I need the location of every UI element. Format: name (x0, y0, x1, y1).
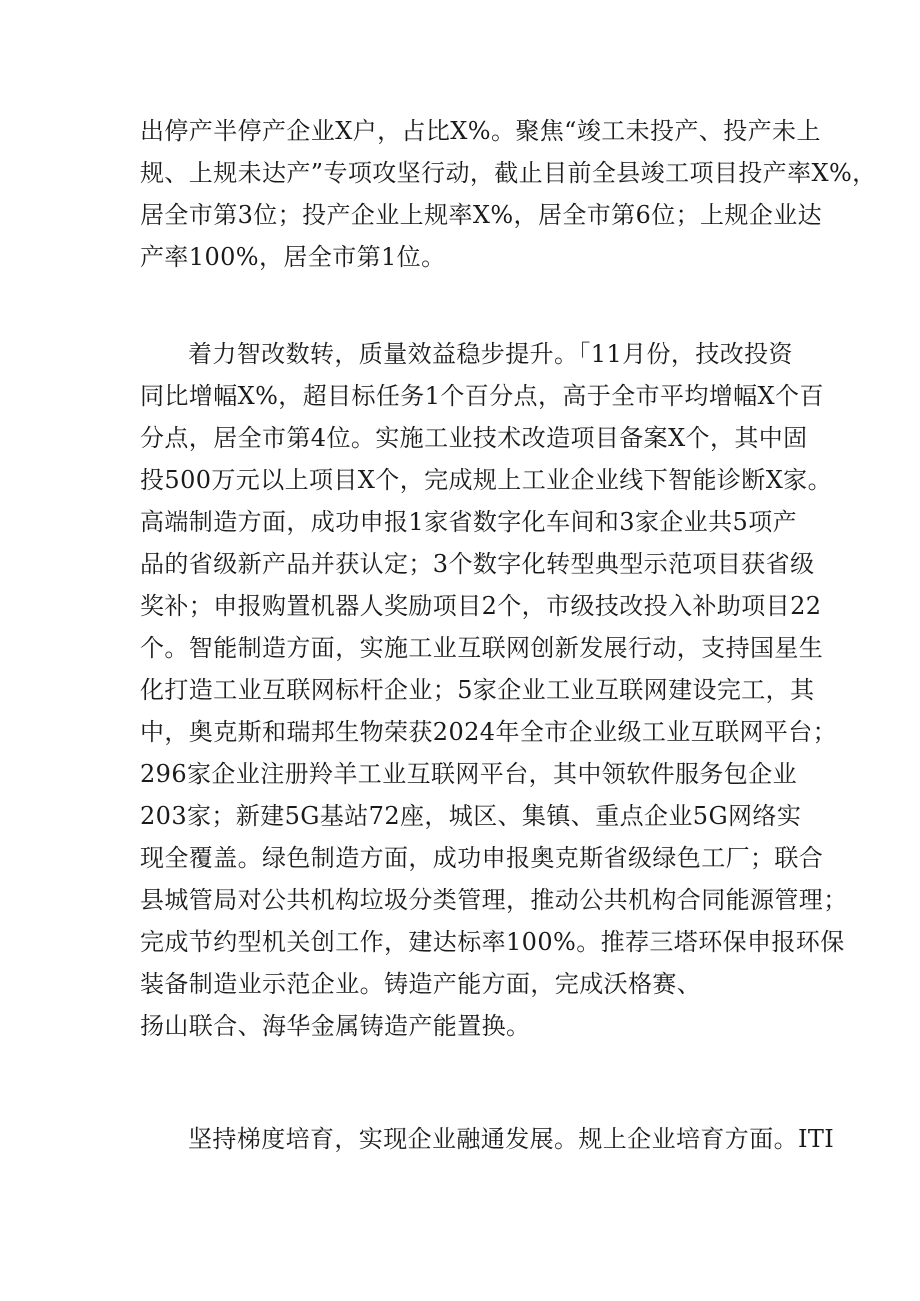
text-line: 296家企业注册羚羊工业互联网平台，其中领软件服务包企业 (140, 760, 798, 788)
text-line: 奖补；申报购置机器人奖励项目2个，市级技改投入补助项目22 (140, 592, 822, 620)
paragraph-1 (140, 110, 877, 278)
text-line: 完成节约型机关创工作，建达标率100%。推荐三塔环保申报环保 (140, 928, 845, 956)
text-line: 居全市第3位；投产企业上规率X%，居全市第6位；上规企业达 (140, 201, 823, 229)
text-line: 装备制造业示范企业。铸造产能方面，完成沃格赛、 (140, 970, 702, 998)
text-line: 着力智改数转，质量效益稳步提升。「11月份，技改投资 (188, 340, 793, 368)
text-line: 中，奥克斯和瑞邦生物荣获2024年全市企业级工业互联网平台； (140, 718, 838, 746)
text-line: 扬山联合、海华金属铸造产能置换。 (140, 1012, 531, 1040)
text-line: 坚持梯度培育，实现企业融通发展。规上企业培育方面。ITI (188, 1125, 835, 1153)
paragraph-3 (140, 1118, 835, 1160)
text-line: 同比增幅X%，超目标任务1个百分点，高于全市平均增幅X个百 (140, 382, 824, 410)
text-line: 规、上规未达产”专项攻坚行动，截止目前全县竣工项目投产率X%， (140, 159, 877, 187)
text-line: 出停产半停产企业X户，占比X%。聚焦“竣工未投产、投产未上 (140, 117, 821, 145)
text-line: 投500万元以上项目X个，完成规上工业企业线下智能诊断X家。 (140, 466, 832, 494)
text-line: 化打造工业互联网标杆企业；5家企业工业互联网建设完工，其 (140, 676, 815, 704)
paragraph-2 (140, 333, 848, 1047)
text-line: 县城管局对公共机构垃圾分类管理，推动公共机构合同能源管理； (140, 886, 848, 914)
text-line: 现全覆盖。绿色制造方面，成功申报奥克斯省级绿色工厂；联合 (140, 844, 824, 872)
text-line: 分点，居全市第4位。实施工业技术改造项目备案X个，其中固 (140, 424, 808, 452)
text-line: 203家；新建5G基站72座，城区、集镇、重点企业5G网络实 (140, 802, 802, 830)
text-line: 高端制造方面，成功申报1家省数字化车间和3家企业共5项产 (140, 508, 798, 536)
text-line: 个。智能制造方面，实施工业互联网创新发展行动，支持国星生 (140, 634, 824, 662)
text-line: 产率100%，居全市第1位。 (140, 243, 446, 271)
text-line: 品的省级新产品并获认定；3个数字化转型典型示范项目获省级 (140, 550, 815, 578)
